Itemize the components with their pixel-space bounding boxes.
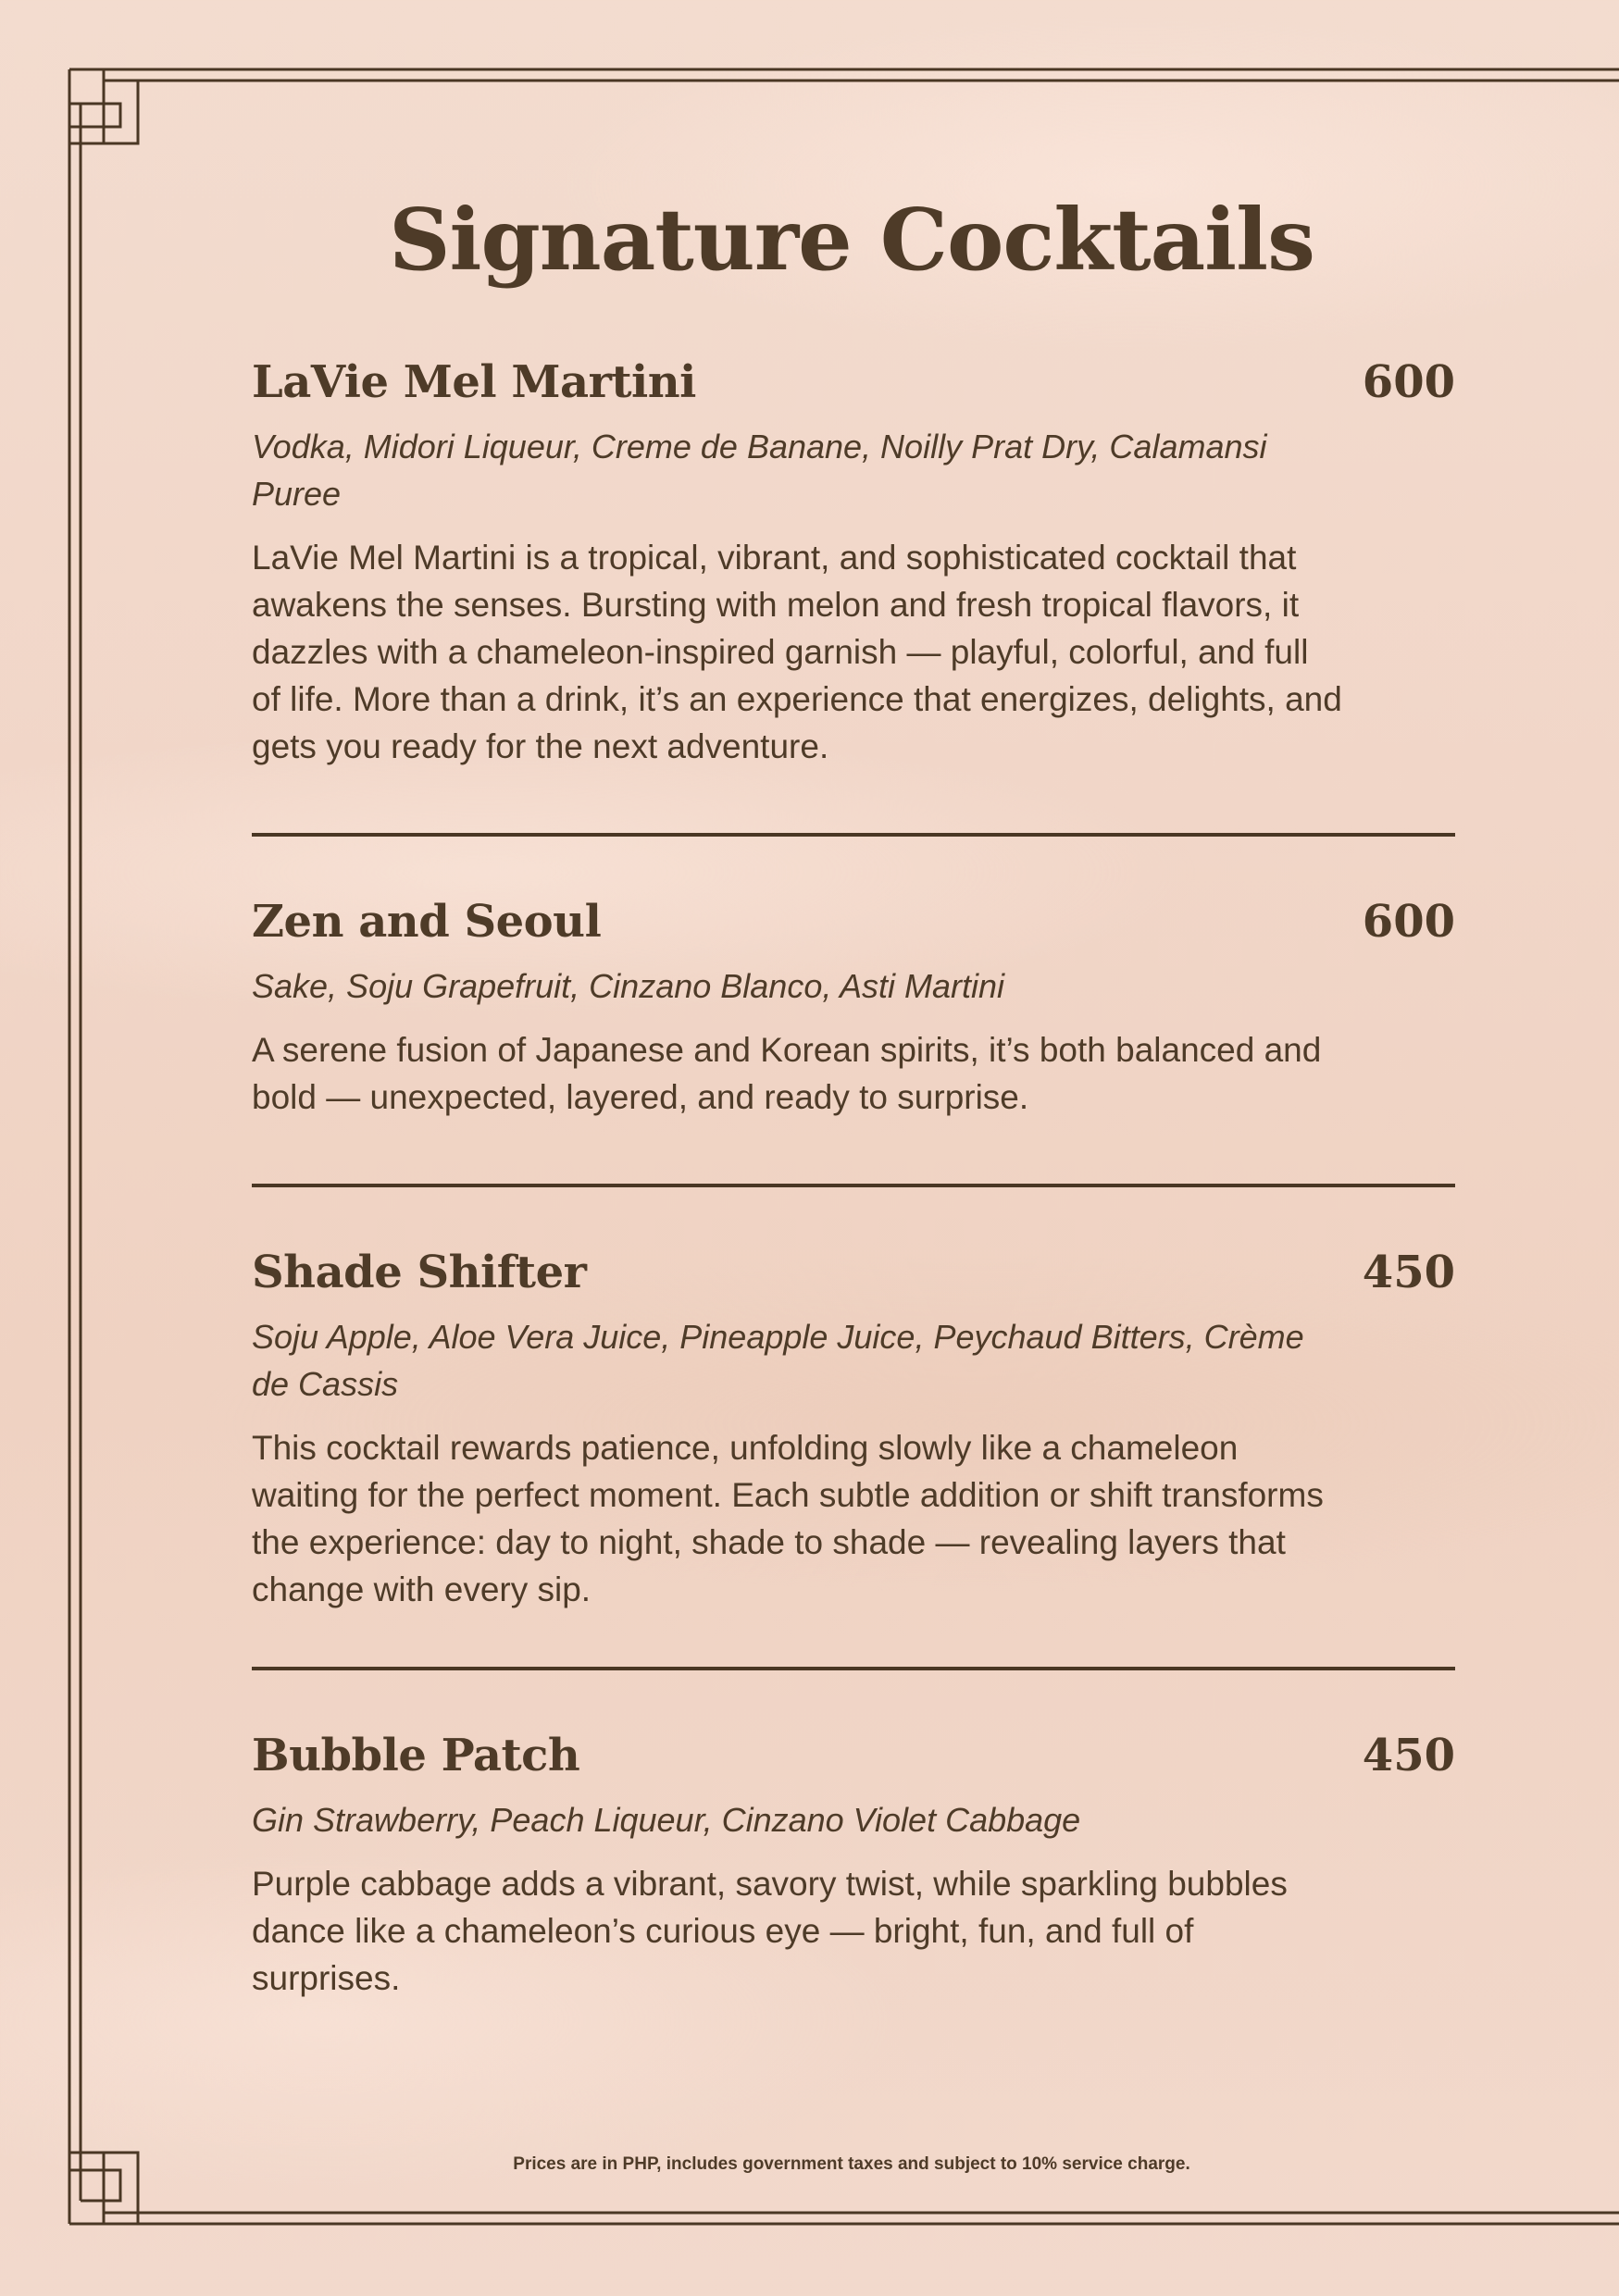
item-ingredients: Sake, Soju Grapefruit, Cinzano Blanco, Asti Martini [252, 967, 1005, 1005]
item-ingredients: Soju Apple, Aloe Vera Juice, Pineapple Juice, Peychaud Bitters, Crème de Cassis [252, 1318, 1304, 1403]
item-price: 600 [1362, 356, 1455, 408]
item-ingredients: Vodka, Midori Liqueur, Creme de Banane, Noilly Prat Dry, Calamansi Puree [252, 428, 1267, 513]
item-description: Purple cabbage adds a vibrant, savory twist, while sparkling bubbles dance like a chameleon’s curious eye — bright, fun, and full of surprises. [252, 1865, 1288, 1997]
item-name: Zen and Seoul [252, 896, 602, 948]
item-price: 600 [1362, 896, 1455, 948]
divider [252, 1667, 1455, 1670]
menu-item [252, 1730, 1455, 2002]
menu-item [252, 356, 1455, 770]
divider [252, 1184, 1455, 1187]
item-price: 450 [1362, 1730, 1455, 1781]
menu-item [252, 896, 1455, 1121]
item-name: Bubble Patch [252, 1730, 580, 1781]
item-price: 450 [1362, 1247, 1455, 1298]
cocktail-menu [252, 356, 1455, 2002]
menu-item [252, 1247, 1455, 1613]
item-description: A serene fusion of Japanese and Korean spirits, it’s both balanced and bold — unexpected, layered, and ready to surprise. [252, 1031, 1322, 1116]
item-description: LaVie Mel Martini is a tropical, vibrant, and sophisticated cocktail that awakens the senses. Bursting with melon and fresh tropical flavors, it dazzles with a chameleon-inspired garnish — playful, colorful, and full of life. More than a drink, it’s an experience that energizes, delights, and gets you ready for the next adventure. [252, 539, 1342, 765]
divider [252, 833, 1455, 837]
item-description: This cocktail rewards patience, unfolding slowly like a chameleon waiting for the perfect moment. Each subtle addition or shift transforms the experience: day to night, shade to shade — revealing layers that change with every sip. [252, 1429, 1324, 1608]
price-footnote: Prices are in PHP, includes government taxes and subject to 10% service charge. [513, 2154, 1190, 2174]
item-name: Shade Shifter [252, 1247, 587, 1298]
item-ingredients: Gin Strawberry, Peach Liqueur, Cinzano Violet Cabbage [252, 1801, 1081, 1839]
item-name: LaVie Mel Martini [252, 356, 696, 408]
page-title: Signature Cocktails [389, 190, 1314, 290]
